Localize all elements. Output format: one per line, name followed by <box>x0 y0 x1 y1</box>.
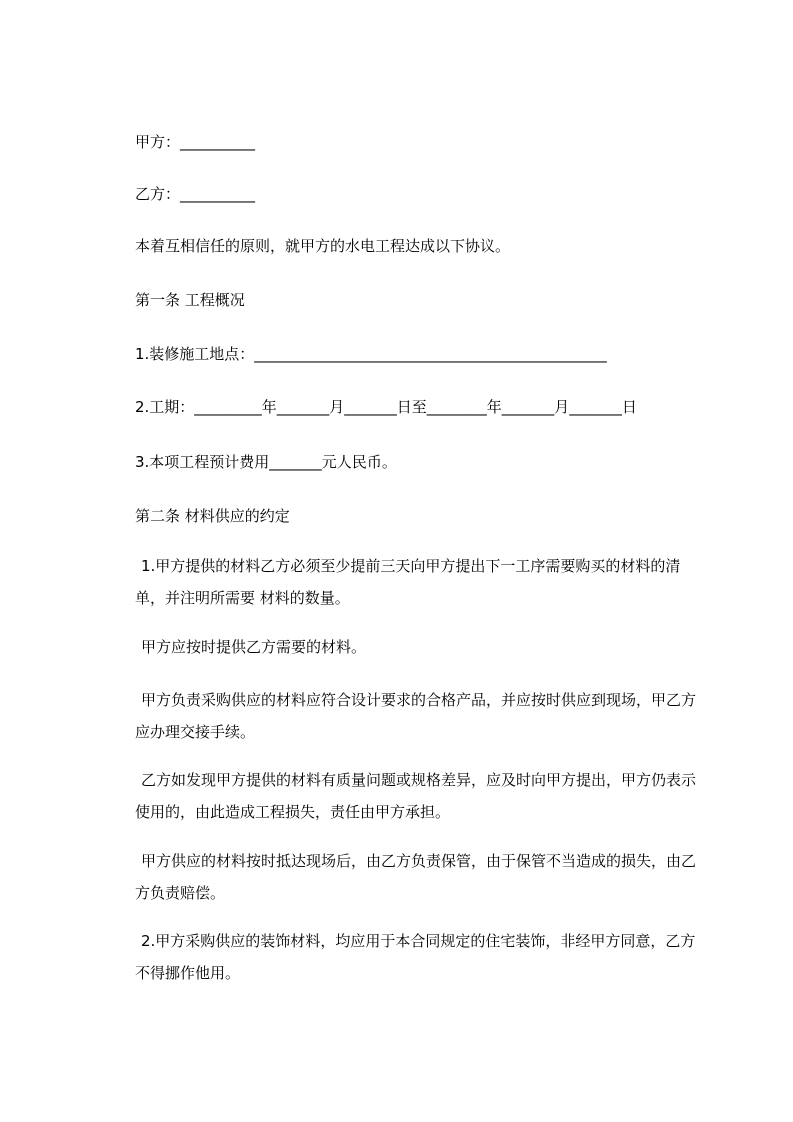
construction-period-line: 2.工期：_________年_______月_______日至________年_______月_______日 <box>135 398 637 416</box>
construction-site-line: 1.装修施工地点：_______________________________________________ <box>135 345 607 363</box>
material-quality-paragraph: 甲方负责采购供应的材料应符合设计要求的合格产品，并应按时供应到现场，甲乙方应办理交接手续。 <box>135 691 697 741</box>
material-list-paragraph: 1.甲方提供的材料乙方必须至少提前三天向甲方提出下一工序需要购买的材料的清单，并注明所需要 材料的数量。 <box>135 557 681 607</box>
article-2-title: 第二条 材料供应的约定 <box>135 507 290 525</box>
party-b-line: 乙方：__________ <box>135 185 256 203</box>
intro-text: 本着互相信任的原则，就甲方的水电工程达成以下协议。 <box>135 237 511 255</box>
material-usage-paragraph: 2.甲方采购供应的装饰材料，均应用于本合同规定的住宅装饰，非经甲方同意，乙方不得挪作他用。 <box>135 932 696 982</box>
material-supply-paragraph: 甲方应按时提供乙方需要的材料。 <box>141 638 367 656</box>
party-a-line: 甲方：__________ <box>135 133 256 151</box>
material-defect-paragraph: 乙方如发现甲方提供的材料有质量问题或规格差异，应及时向甲方提出，甲方仍表示使用的，由此造成工程损失，责任由甲方承担。 <box>135 771 697 821</box>
material-storage-paragraph: 甲方供应的材料按时抵达现场后，由乙方负责保管，由于保管不当造成的损失，由乙方负责赔偿。 <box>135 852 697 902</box>
article-1-title: 第一条 工程概况 <box>135 291 245 309</box>
estimated-cost-line: 3.本项工程预计费用_______元人民币。 <box>135 453 397 471</box>
